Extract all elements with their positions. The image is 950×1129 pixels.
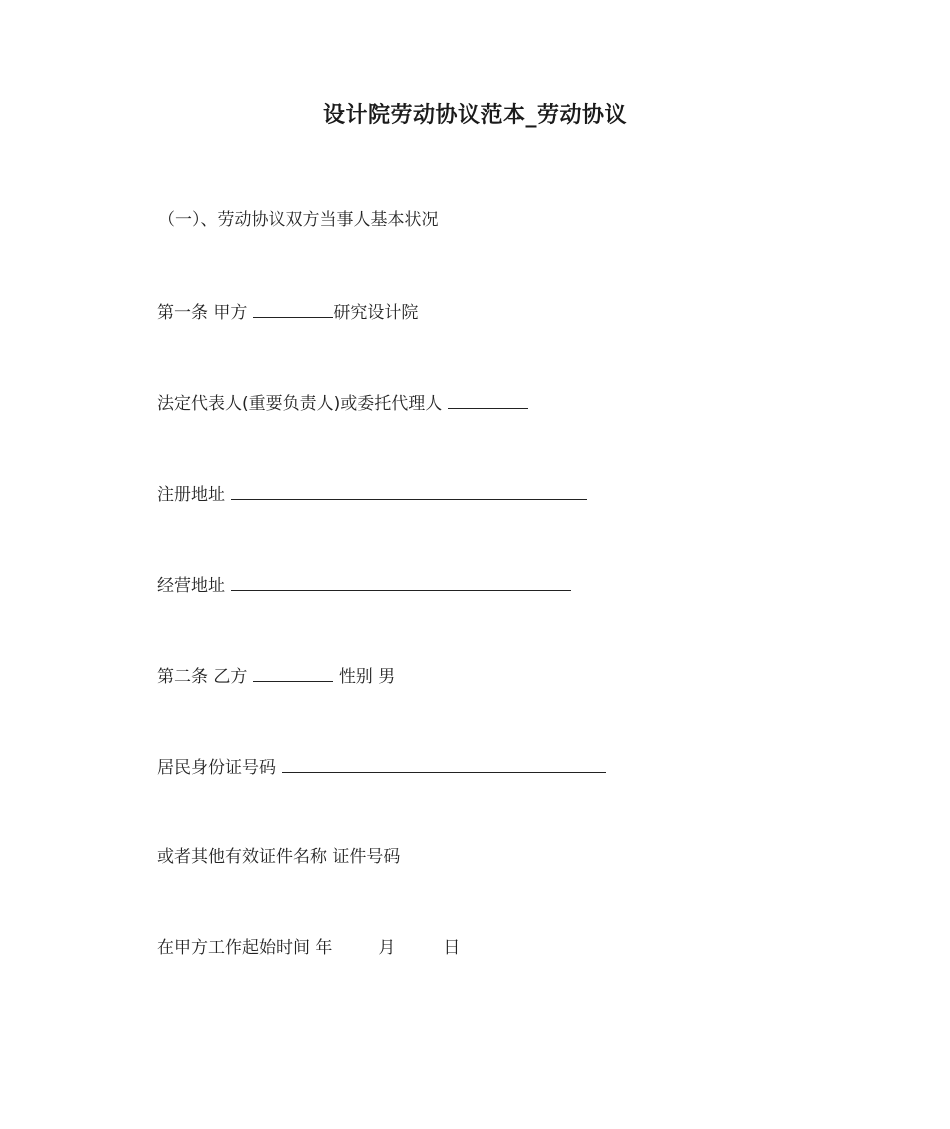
business-address-label: 经营地址 [157, 576, 225, 596]
legal-rep-blank [448, 390, 528, 409]
year-label: 年 [315, 938, 333, 958]
document-title: 设计院劳动协议范本_劳动协议 [322, 103, 627, 128]
other-id-line: 或者其他有效证件名称 证件号码 [157, 847, 401, 867]
id-number-blank [282, 754, 606, 773]
gender-label: 性别 [338, 667, 373, 687]
legal-rep-line [157, 390, 528, 416]
registered-address-line [157, 481, 587, 507]
party-a-blank [253, 299, 333, 318]
month-label: 月 [378, 938, 396, 958]
gender-value: 男 [378, 667, 396, 687]
registered-address-blank [231, 481, 587, 500]
day-label: 日 [443, 938, 461, 958]
business-address-blank [231, 572, 571, 591]
article2-label: 第二条 乙方 [157, 667, 248, 687]
start-time-label: 在甲方工作起始时间 [157, 938, 310, 958]
business-address-line [157, 572, 571, 598]
article1-line [157, 299, 418, 325]
id-number-label: 居民身份证号码 [157, 758, 276, 778]
start-time-line [157, 936, 460, 960]
article1-suffix: 研究设计院 [333, 303, 419, 323]
legal-rep-label: 法定代表人(重要负责人)或委托代理人 [157, 394, 443, 414]
section-heading: （一）、劳动协议双方当事人基本状况 [158, 210, 439, 230]
party-b-blank [253, 663, 333, 682]
article1-label: 第一条 甲方 [157, 303, 248, 323]
registered-address-label: 注册地址 [157, 485, 225, 505]
article2-line [157, 663, 395, 689]
id-number-line [157, 754, 606, 780]
